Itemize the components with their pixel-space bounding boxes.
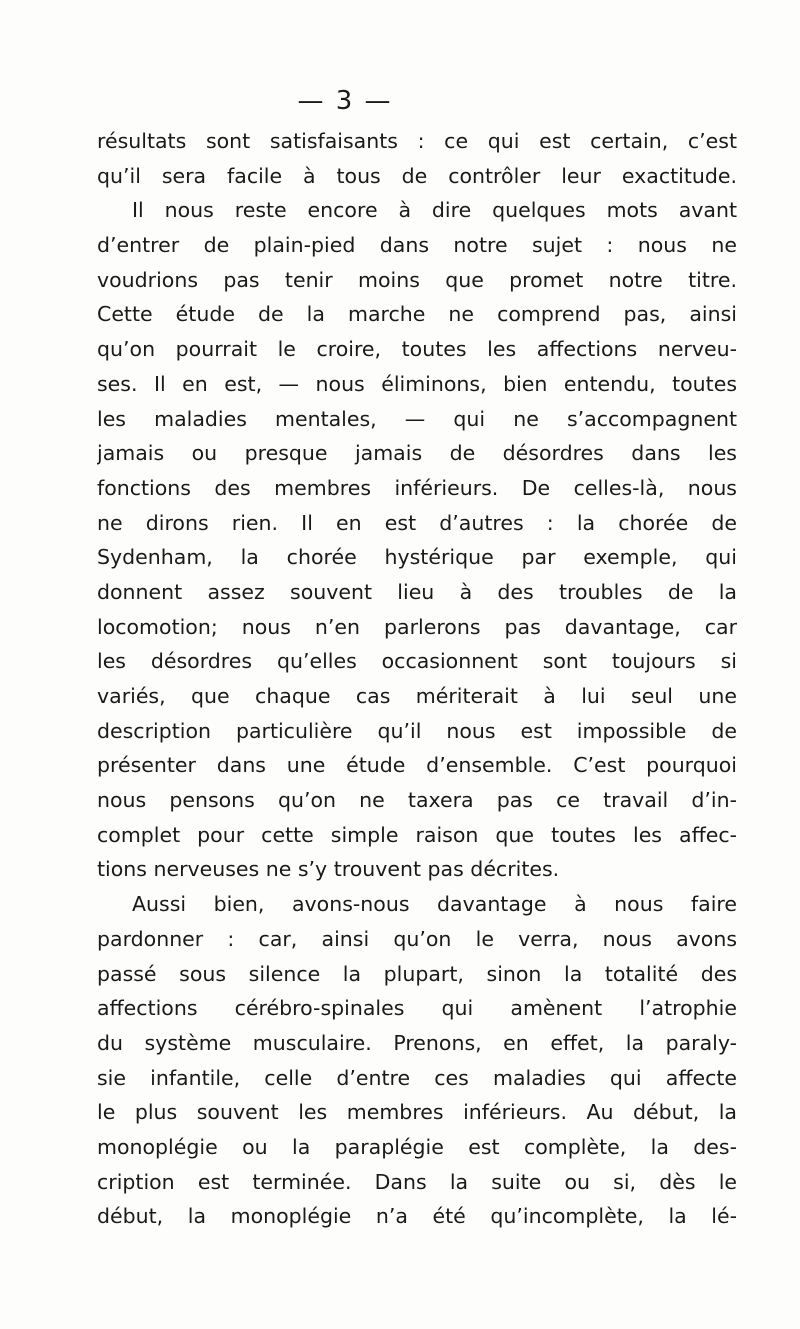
text-line: sie infantile, celle d’entre ces maladies qui affecte bbox=[97, 1065, 737, 1090]
text-line: complet pour cette simple raison que toutes les affec- bbox=[97, 822, 737, 847]
page-number: — 3 — bbox=[297, 86, 393, 116]
text-line: affections cérébro-spinales qui amènent l’atrophie bbox=[97, 996, 737, 1021]
text-line: qu’on pourrait le croire, toutes les affections nerveu- bbox=[97, 337, 737, 362]
text-line: tions nerveuses ne s’y trouvent pas décrites. bbox=[97, 857, 560, 882]
text-line: Sydenham, la chorée hystérique par exemple, qui bbox=[97, 545, 737, 570]
text-line: début, la monoplégie n’a été qu’incomplète, la lé- bbox=[97, 1204, 737, 1229]
text-line: présenter dans une étude d’ensemble. C’est pourquoi bbox=[97, 753, 737, 778]
text-line: variés, que chaque cas mériterait à lui seul une bbox=[97, 684, 737, 708]
text-line: passé sous silence la plupart, sinon la totalité des bbox=[97, 961, 737, 986]
text-line: donnent assez souvent lieu à des troubles de la bbox=[97, 579, 737, 604]
body-text bbox=[97, 124, 737, 1234]
text-line: locomotion; nous n’en parlerons pas davantage, car bbox=[97, 614, 737, 639]
text-line: Aussi bien, avons-nous davantage à nous faire bbox=[132, 892, 737, 917]
text-line: monoplégie ou la paraplégie est complète, la des- bbox=[97, 1134, 737, 1159]
text-line: résultats sont satisfaisants : ce qui est certain, c’est bbox=[97, 129, 737, 153]
text-line: du système musculaire. Prenons, en effet, la paraly- bbox=[97, 1030, 737, 1055]
text-line: pardonner : car, ainsi qu’on le verra, nous avons bbox=[97, 926, 737, 951]
text-line: jamais ou presque jamais de désordres dans les bbox=[97, 441, 737, 466]
text-line: nous pensons qu’on ne taxera pas ce travail d’in- bbox=[97, 788, 737, 813]
text-line: d’entrer de plain-pied dans notre sujet : nous ne bbox=[97, 233, 737, 258]
text-line: le plus souvent les membres inférieurs. Au début, la bbox=[97, 1100, 737, 1125]
text-line: cription est terminée. Dans la suite ou si, dès le bbox=[97, 1169, 737, 1194]
text-line: ses. Il en est, — nous éliminons, bien entendu, toutes bbox=[97, 371, 737, 396]
text-line: fonctions des membres inférieurs. De celles-là, nous bbox=[97, 475, 737, 500]
text-line: Cette étude de la marche ne comprend pas, ainsi bbox=[97, 302, 737, 327]
text-line: voudrions pas tenir moins que promet notre titre. bbox=[97, 267, 737, 292]
text-line: Il nous reste encore à dire quelques mots avant bbox=[132, 198, 737, 223]
text-line: ne dirons rien. Il en est d’autres : la chorée de bbox=[97, 510, 737, 535]
text-line: description particulière qu’il nous est impossible de bbox=[97, 718, 737, 743]
text-line: qu’il sera facile à tous de contrôler leur exactitude. bbox=[97, 163, 737, 188]
text-line: les désordres qu’elles occasionnent sont toujours si bbox=[97, 649, 737, 674]
text-line: les maladies mentales, — qui ne s’accompagnent bbox=[97, 406, 737, 431]
